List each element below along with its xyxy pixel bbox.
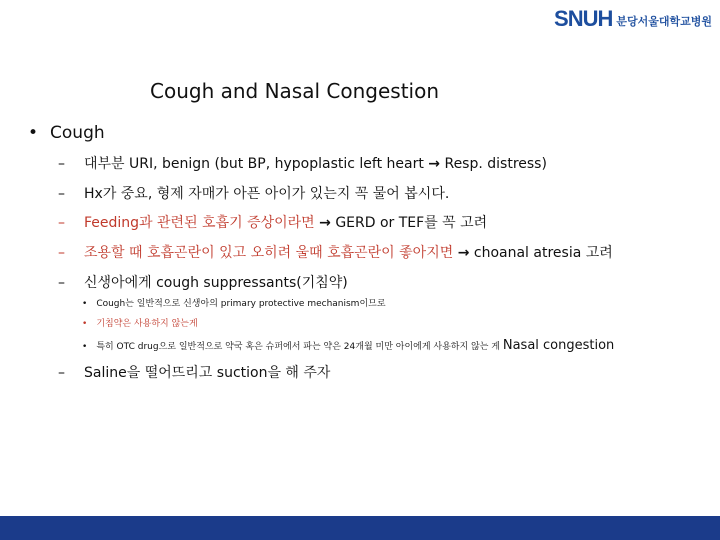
nasal-congestion-label: Nasal congestion bbox=[502, 338, 615, 353]
subsub-bullet-1 bbox=[82, 296, 386, 309]
subsub-bullet-3 bbox=[82, 338, 614, 353]
sub-bullet-text: 대부분 URI, benign (but BP, hypoplastic left heart bbox=[84, 156, 429, 172]
sub-bullet-text: Saline을 떨어뜨리고 suction을 해 주자 bbox=[84, 365, 331, 381]
subsub-text: 기침약은 사용하지 않는게 bbox=[96, 319, 198, 329]
dash-marker: – bbox=[58, 156, 65, 172]
sub-bullet-uri bbox=[58, 153, 547, 173]
arrow-icon: → bbox=[428, 156, 441, 172]
arrow-icon: → bbox=[457, 245, 470, 261]
sub-bullet-saline bbox=[58, 362, 330, 382]
sub-bullet-text: 신생아에게 cough suppressants(기침약) bbox=[84, 275, 348, 291]
bullet-marker: • bbox=[82, 299, 88, 309]
sub-bullet-after: choanal atresia 고려 bbox=[473, 245, 613, 261]
logo-brand: SNUH bbox=[554, 6, 613, 31]
bullet-marker: • bbox=[82, 342, 88, 352]
sub-bullet-text: Hx가 중요, 형제 자매가 아픈 아이가 있는지 꼭 물어 봅시다. bbox=[84, 186, 450, 202]
bullet-marker: • bbox=[28, 123, 39, 143]
dash-marker: – bbox=[58, 186, 65, 202]
sub-bullet-newborn bbox=[58, 272, 348, 292]
sub-bullet-text: 조용할 때 호흡곤란이 있고 오히려 울때 호흡곤란이 좋아지면 bbox=[84, 245, 458, 261]
bullet-cough-label: Cough bbox=[50, 123, 105, 143]
hospital-logo bbox=[554, 6, 712, 32]
sub-bullet-feeding bbox=[58, 212, 487, 232]
dash-marker: – bbox=[58, 275, 65, 291]
subsub-text: Cough는 일반적으로 신생아의 primary protective mechanism이므로 bbox=[96, 299, 386, 309]
bullet-marker: • bbox=[82, 319, 88, 329]
slide-title: Cough and Nasal Congestion bbox=[150, 79, 440, 103]
dash-marker: – bbox=[58, 245, 65, 261]
subsub-bullet-2 bbox=[82, 316, 198, 329]
sub-bullet-after: GERD or TEF를 꼭 고려 bbox=[335, 215, 488, 231]
subsub-text: 특히 OTC drug으로 일반적으로 약국 혹은 슈퍼에서 파는 약은 24개월 미만 아이에게 사용하지 않는 게 bbox=[96, 342, 500, 352]
footer-bar bbox=[0, 516, 720, 540]
sub-bullet-after: Resp. distress) bbox=[444, 156, 547, 172]
arrow-icon: → bbox=[319, 215, 331, 231]
sub-bullet-text: Feeding과 관련된 호흡기 증상이라면 bbox=[84, 215, 320, 231]
dash-marker: – bbox=[58, 215, 65, 231]
dash-marker: – bbox=[58, 365, 65, 381]
bullet-cough bbox=[28, 123, 105, 143]
sub-bullet-choanal bbox=[58, 242, 613, 262]
logo-hospital-name: 분당서울대학교병원 bbox=[616, 15, 712, 28]
sub-bullet-history bbox=[58, 183, 449, 203]
